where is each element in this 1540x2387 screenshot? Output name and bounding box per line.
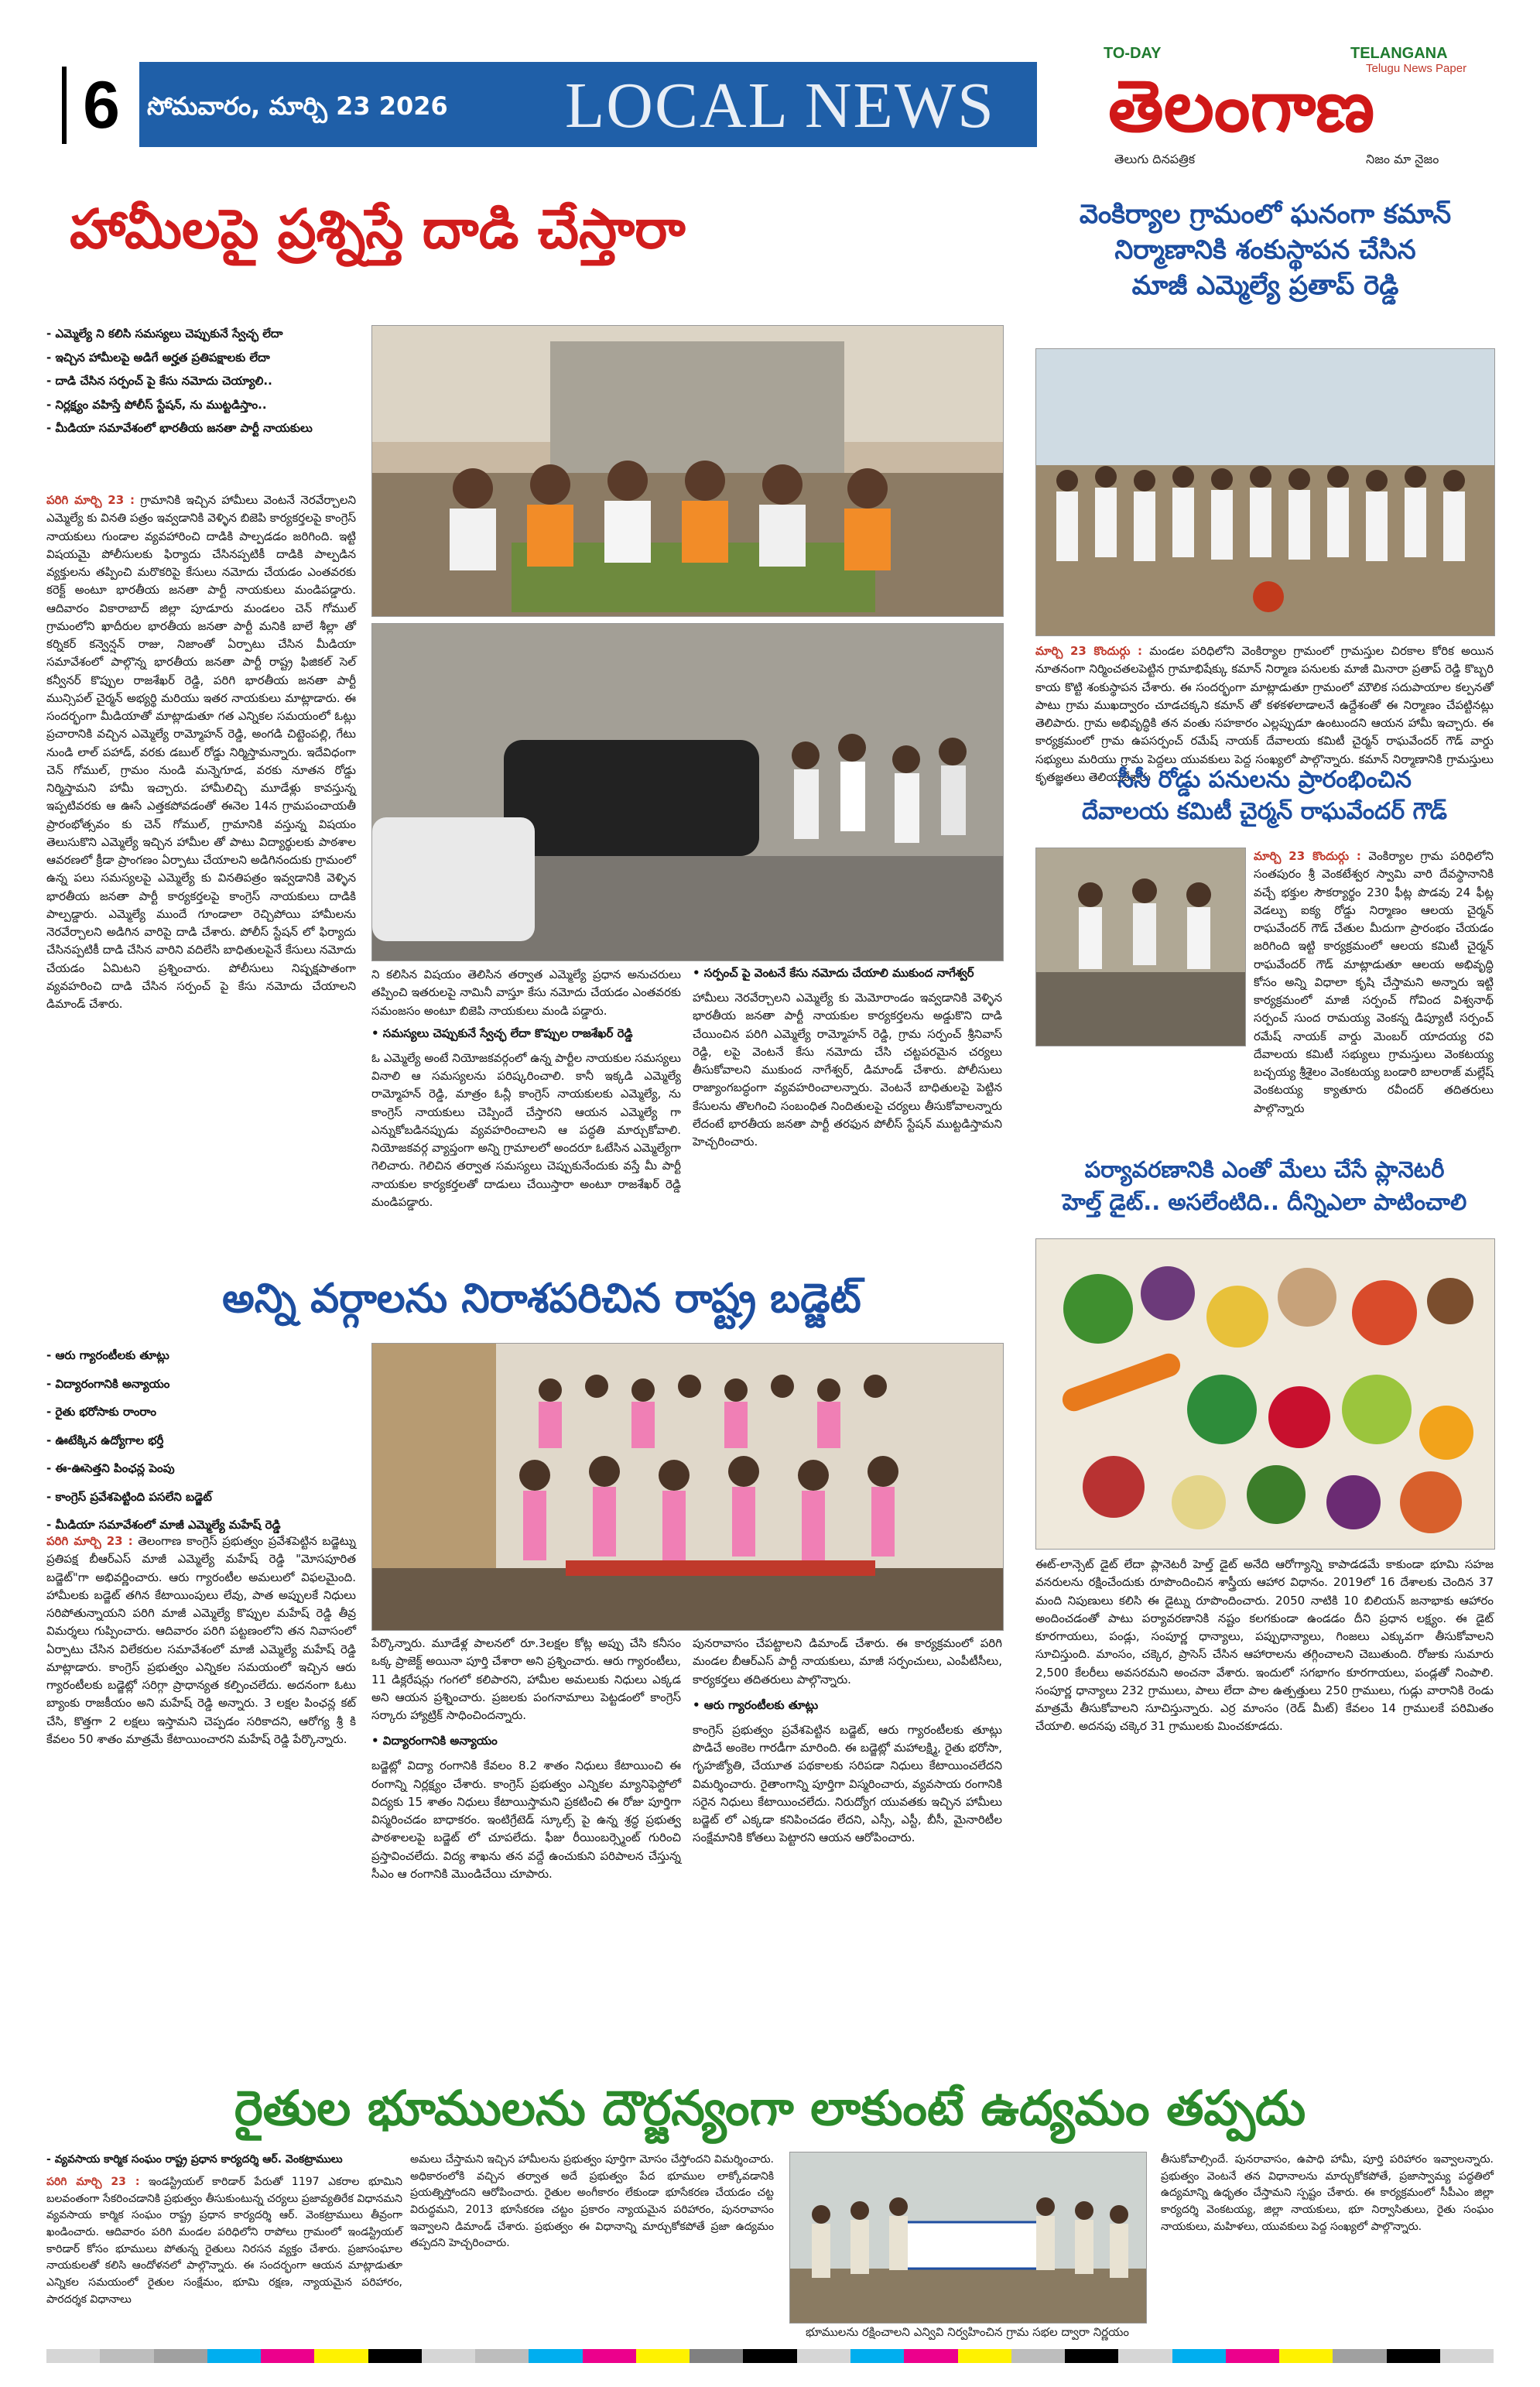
foundation-ceremony-photo (1035, 348, 1495, 636)
farmers-protest-illustration (790, 2152, 1146, 2323)
issue-date: సోమవారం, మార్చి 23 2026 (147, 91, 448, 121)
story3-body: వెంకిర్యాల గ్రామ పరిధిలోని సంతపురం శ్రీ వెంకటేశ్వర స్వామి వారి దేవస్థానానికి వచ్చే భక్తుల సౌకర్యార్థం 230 ఫీట్ల పొడవు 24 ఫీట్ల వెడల్పు ఐక్య రోడ్డు నిర్మాణం ఆలయ చైర్మన్ రాఘవేందర్ గౌడ్ చేతుల మీదుగా ప్రారంభం చేయడం జరిగింది ఇట్టి కార్యక్రమంలో ఆలయ కమిటీ చైర్మన్ రాఘవేందర్ గౌడ్ మాట్లాడుతూ ఆలయ అభివృద్ధి కోసం అన్ని విధాలా కృషి చేస్తామని అన్నారు ఇట్టి కార్యక్రమంలో మాజీ సర్పంచ్ గోవింద విశ్వనాథ్ సర్పంచ్ సుంద రామయ్య వెంకన్న డిప్యూటీ సర్పంచ్ రమేష్ నాయక్ వార్డు మెంబర్ యాదయ్య రవి దేవాలయ కమిటీ సభ్యులు గ్రామస్తులు వెంకటయ్య బచ్చయ్య శ్రీశైలం వెంకటయ్య బండారి బాలరాజ్ మల్లేష్ వెంకటయ్య క్యాతూరు రవీందర్ తదితరులు పాల్గొన్నారు (1254, 849, 1494, 1115)
story5-body: కాంగ్రెస్ ప్రభుత్వం ప్రవేశపెట్టిన బడ్జెట్, ఆరు గ్యారంటీలకు తూట్లు పొడిచే అంకెల గారడీగా మారింది. ఈ బడ్జెట్లో మహాలక్ష్మి, రైతు భరోసా, గృహజ్యోతి, చేయూత పథకాలకు సరిపడా నిధులు కేటాయించలేదని విమర్శించారు. రైతాంగాన్ని పూర్తిగా విస్మరించారు, వ్యవసాయ రంగానికి సరైన నిధులు కేటాయించలేదు. నిరుద్యోగ యువతకు ఇచ్చిన హామీలు బడ్జెట్ లో ఎక్కడా కనిపించడం లేదని, ఎస్సీ, ఎస్టీ, బీసీ, మైనారిటీల సంక్షేమానికి కోతలు పెట్టారని ఆయన ఆరోపించారు. (693, 1722, 1002, 1845)
story4-body-block (1035, 1556, 1494, 2051)
story1-column3 (693, 966, 1002, 1276)
scuffle-illustration (372, 624, 1003, 961)
story5-body-continued: పేర్కొన్నారు. మూడేళ్ల పాలనలో రూ.3లక్షల కోట్ల అప్పు చేసి కనీసం ఒక్క ప్రాజెక్ట్ అయినా పూర్తి చేశారా అని ప్రశ్నించారు. ఆరు గ్యారంటీలు, 11 డిక్లరేషన్లు గంగలో కలిపారని, హామీల అమలుకు నిధులు ఎక్కడ అని ఆయన ప్రశ్నించారు. ప్రజలకు పంగనామాలు పెట్టడంలో కాంగ్రెస్ సర్కారు హ్యాట్రిక్ సాధించిందన్నారు. (371, 1636, 681, 1722)
story4-headline (1035, 1153, 1494, 1218)
story1-column1 (46, 491, 356, 1250)
story1-bullet: - ఎమ్మెల్యే ని కలిసి సమస్యలు చెప్పుకునే స్వేచ్ఛ లేదా (46, 325, 356, 343)
story3-headline-line: దేవాలయ కమిటీ చైర్మన్ రాఘవేందర్ గౌడ్ (1082, 797, 1447, 825)
story6-column1 (46, 2152, 402, 2337)
story1-bullet: - మీడియా సమావేశంలో భారతీయ జనతా పార్టీ నాయకులు (46, 420, 356, 437)
story4-headline-line: హెల్త్ డైట్.. అసలేంటిది.. దీన్నిఎలా పాటించాలి (1062, 1189, 1467, 1216)
story2-body: మండల పరిధిలోని వెంకిర్యాల గ్రామంలో గ్రామస్తుల చిరకాల కోరిక అయిన నూతనంగా నిర్మించతలపెట్టిన గ్రామాభిషేక్కు కమాన్ నిర్మాణ పనులకు మాజీ మినారా ప్రతాప్ రెడ్డి కొబ్బరి కాయ కొట్టి శంకుస్థాపన చేశారు. ఈ సందర్భంగా మాట్లాడుతూ గ్రామంలో మౌలిక సదుపాయాల కల్పనతో పాటు గ్రామ ముఖద్వారం చూడచక్కని కమాన్ తో కళకళలాడాలనే ఉద్దేశంతో ఈ నిర్మాణం చేపట్టినట్లు తెలిపారు. గ్రామ అభివృద్ధికి తన వంతు సహకారం ఎల్లప్పుడూ ఉంటుందని ఆయన హామీ ఇచ్చారు. ఈ కార్యక్రమంలో గ్రామ ఉపసర్పంచ్ రమేష్ నాయక్ దేవాలయ కమిటీ చైర్మన్ రాఘవేందర్ గౌడ్ వార్డు సభ్యులు మరియు గ్రామ పెద్దలు యువకులు పెద్ద సంఖ్యలో పాల్గొన్నారు. కమాన్ నిర్మాణానికి గ్రామస్తులు కృతజ్ఞతలు తెలియజేశారు (1035, 644, 1494, 784)
story2-headline (1037, 197, 1494, 304)
logo-subtitle: Telugu News Paper (1366, 62, 1467, 75)
story5-bullet: - విద్యారంగానికి అన్యాయం (46, 1375, 356, 1393)
story2-headline-line: వెంకిర్యాల గ్రామంలో ఘనంగా కమాన్ (1079, 199, 1452, 230)
story5-bullet: - ఈ-ఊసెత్తని పింఛన్ల పెంపు (46, 1460, 356, 1478)
story6-body: ఇండస్ట్రియల్ కారిడార్ పేరుతో 1197 ఎకరాల భూమిని బలవంతంగా సేకరించడానికి ప్రభుత్వం తీసుకుంటున్న చర్యలు ప్రజావ్యతిరేక విధానమని వ్యవసాయ కార్మిక సంఘం రాష్ట్ర ప్రధాన కార్యదర్శి ఆర్. వెంకట్రాములు తీవ్రంగా ఖండించారు. ఆదివారం పరిగి మండల పరిధిలోని రాపోలు గ్రామంలో ఇండస్ట్రియల్ కారిడార్ కోసం భూములు పోతున్న రైతులు నిరసన వ్యక్తం చేశారు. ప్రజాసంఘాల నాయకులతో కలిసి ఆందోళనలో పాల్గొన్నారు. ఈ సందర్భంగా ఆయన మాట్లాడుతూ ఎన్నికల సమయంలో రైతుల సంక్షేమం, భూమి రక్షణ, న్యాయమైన పరిహారం, పారదర్శక విధానాలు (46, 2176, 402, 2306)
section-title: LOCAL NEWS (565, 70, 995, 142)
story1-highlights (46, 325, 356, 443)
story6-column2 (410, 2152, 774, 2337)
story5-body: బడ్జెట్లో విద్యా రంగానికి కేవలం 8.2 శాతం నిధులు కేటాయించి ఈ రంగాన్ని నిర్లక్ష్యం చేశారు. కాంగ్రెస్ ప్రభుత్వం ఎన్నికల మ్యానిఫెస్టోలో విద్యకు 15 శాతం నిధులు కేటాయిస్తామని ప్రకటించి ఈ రోజు పూర్తిగా విస్మరించడం బాధాకరం. ఇంటిగ్రేటెడ్ స్కూల్స్ పై ఉన్న శ్రద్ధ ప్రభుత్వ పాఠశాలలపై బడ్జెట్ లో చూపలేదు. ఫీజు రీయింబర్స్మెంట్ గురించి ప్రస్తావించలేదు. విద్య శాఖను తన వద్దే ఉంచుకుని పరిపాలన చేస్తున్న సీఎం ఆ రంగానికి మొండిచేయి చూపారు. (371, 1759, 681, 1881)
press-meet-illustration (372, 326, 1003, 616)
logo-left-tag: TO-DAY (1104, 45, 1162, 62)
vegetables-photo (1035, 1238, 1495, 1550)
story5-bullet: - ఊటేక్కిన ఉద్యోగాల భర్తీ (46, 1432, 356, 1450)
story1-dateline: పరిగి మార్చి 23 : (46, 493, 135, 507)
story5-bullet: - మీడియా సమావేశంలో మాజీ ఎమ్మెల్యే మహేష్ రెడ్డి (46, 1516, 356, 1534)
story6-column3 (1161, 2152, 1494, 2337)
story6-dateline: పరిగి మార్చి 23 : (46, 2176, 140, 2188)
story1-subhead: • సర్పంచ్ పై వెంటనే కేసు నమోదు చేయాలి ముకుంద నాగేశ్వర్ (693, 966, 974, 980)
story5-headline: అన్ని వర్గాలను నిరాశపరిచిన రాష్ట్ర బడ్జెట్ (222, 1276, 861, 1322)
story6-headline: రైతుల భూములను దౌర్జన్యంగా లాకుంటే ఉద్యమం తప్పదు (234, 2080, 1306, 2136)
story5-bullet: - ఆరు గ్యారంటీలకు తూట్లు (46, 1347, 356, 1365)
story3-headline-line: సీసీ రోడ్డు పనులను ప్రారంభించిన (1117, 766, 1412, 793)
logo-right-tag: TELANGANA (1350, 45, 1448, 62)
story1-bullet: - ఇచ్చిన హామీలపై అడిగే అర్హత ప్రతిపక్షాలకు లేదా (46, 349, 356, 367)
story1-subhead: • సమస్యలు చెప్పుకునే స్వేచ్ఛ లేదా కొప్పుల రాజశేఖర్ రెడ్డి (371, 1026, 633, 1040)
story6-body-continued: తీసుకోవాల్సిందే. పునరావాసం, ఉపాధి హామీ, పూర్తి పరిహారం ఇవ్వాలన్నారు. ప్రభుత్వం వెంటనే తన విధానాలను మార్చుకోకపోతే, ప్రజాస్వామ్య పద్ధతిలో ఉద్యమాన్ని ఉధృతం చేస్తామని స్పష్టం చేశారు. ఈ కార్యక్రమంలో సీపీఎం జిల్లా కార్యదర్శి వెంకటయ్య, జిల్లా నాయకులు, భూ నిర్వాసితులు, రైతు సంఘం నాయకులు, మహిళలు, యువకులు పెద్ద సంఖ్యలో పాల్గొన్నారు. (1161, 2153, 1494, 2233)
story5-column3 (693, 1635, 1002, 2060)
brs-press-meet-photo (371, 1343, 1004, 1631)
story5-subhead: • ఆరు గ్యారంటీలకు తూట్లు (693, 1697, 819, 1712)
story4-body: ఈట్-లాన్సెట్ డైట్ లేదా ప్లానెటరీ హెల్త్ డైట్ అనేది ఆరోగ్యాన్ని కాపాడడమే కాకుండా భూమి సహజ వనరులను రక్షించేందుకు రూపొందించిన శాస్త్రీయ ఆహార విధానం. 2019లో 16 దేశాలకు చెందిన 37 మంది నిపుణులు కలిసి ఈ డైట్ను రూపొందించారు. 2050 నాటికి 10 బిలియన్ జనాభాకు ఆహారం అందించడంతో పాటు పర్యావరణానికి నష్టం కలగకుండా ఉండడం దీని ప్రధాన లక్ష్యం. ఈ డైట్ కూరగాయలు, పండ్లు, సంపూర్ణ ధాన్యాలు, పప్పుధాన్యాలు, గింజలు ఎక్కువగా తీసుకోవాలని సూచిస్తుంది. మాంసం, చక్కెర, ప్రాసెస్ చేసిన ఆహారాలను తగ్గించాలని చెబుతుంది. రోజుకు సుమారు 2,500 కేలరీలు అవసరమని అంచనా వేశారు. ఇందులో సగభాగం కూరగాయలు, పండ్లతో నింపాలి. సంపూర్ణ ధాన్యాలు 232 గ్రాములు, పాలు లేదా పాల ఉత్పత్తులు 250 గ్రాములు, గుడ్లు వారానికి రెండు మాత్రమే తీసుకోవాలని సూచిస్తున్నారు. ఎర్ర మాంసం (రెడ్ మీట్) కేవలం 14 గ్రాములకే పరిమితం చేయాలి. అదనపు చక్కెర 31 గ్రాములకు మించకూడదు. (1035, 1557, 1494, 1734)
brs-press-meet-illustration (372, 1344, 1003, 1630)
story1-headline: హామీలపై ప్రశ్నిస్తే దాడి చేస్తారా (70, 197, 686, 261)
story5-highlights (46, 1347, 356, 1545)
farmers-protest-caption: భూములను రక్షించాలని ఎన్వివి నిర్వహించిన గ్రామ సభల ద్వారా నిర్ణయం (805, 2325, 1130, 2339)
story5-subhead: • విద్యారంగానికి అన్యాయం (371, 1734, 498, 1748)
story2-headline-line: మాజీ ఎమ్మెల్యే ప్రతాప్ రెడ్డి (1131, 269, 1399, 301)
story5-body-continued: పునరావాసం చేపట్టాలని డిమాండ్ చేశారు. ఈ కార్యక్రమంలో పరిగి మండల బీఆర్ఎస్ పార్టీ నాయకులు, మాజీ సర్పంచులు, ఎంపీటీసీలు, కార్యకర్తలు తదితరులు పాల్గొన్నారు. (693, 1636, 1002, 1687)
cc-road-illustration (1036, 848, 1245, 1046)
story3-dateline: మార్చి 23 కొందుర్గు : (1254, 849, 1361, 863)
story1-body: గ్రామానికి ఇచ్చిన హామీలు వెంటనే నెరవేర్చాలని ఎమ్మెల్యే కు వినతి పత్రం ఇవ్వడానికి వెళ్ళిన బిజెపి కార్యకర్తలపై కాంగ్రెస్ నాయకులు గుండాల వ్యవహారించి దాడికి పాల్పడడం జరిగింది. ఇట్టి విషయమై పోలీసులకు ఫిర్యాదు చేసినప్పటికీ దాడికి పాల్పడిన వ్యక్తులను తప్పించి మరొకరిపై కేసులు నమోదు చేయడం ఎంతవరకు కరెక్ట్ అంటూ భారతీయ జనతా పార్టీ నాయకులు మండిపడ్డారు. ఆదివారం వికారాబాద్ జిల్లా పూడూరు మండలం చెన్ గోముల్ గ్రామంలోని ఖాదీరుల భారతీయ జనతా పార్టీ మనికి బాలే శీల్లా తో కర్నికర్ కన్వెన్షన్ రాజు, నిజాంతో ఏర్పాటు చేసిన మీడియా సమావేశంలో పాల్గొన్న భారతీయ జనతా పార్టీ రాష్ట్ర ఫిజికల్ సెల్ కన్వీనర్ కొప్పుల రాజశేఖర్ రెడ్డి, పరిగి భారతీయ జనతా పార్టీ మున్సిపల్ చైర్మన్ అభ్యర్థి మరియు ఇతర నాయకులు మాట్లాడారు. ఈ సందర్భంగా మీడియాతో మాట్లాడుతూ గత ఎన్నికల సమయంలో ఓట్లు ప్రచారానికి వచ్చిన ఎమ్మెల్యే రామ్మోహన్ రెడ్డి, అంగడి చిట్టెంపల్లి, గేటు నుండి లాల్ పహాడ్, వరకు డబుల్ రోడ్డు నిర్మిస్తామన్నారు. ఇదేవిధంగా చెన్ గోముల్, గ్రామం నుండి మన్నెగూడ, వరకు నూతన రోడ్డు నిర్మిస్తామని హామీ ఇచ్చారు. హామీలిచ్చి మూడేళ్లు కావస్తున్న ఇప్పటివరకు ఆ ఊసే ఎత్తకపోవడంతో ఈనెల 14న గ్రామపంచాయతీ ప్రారంభోత్సవం కు చెన్ గోముల్, గ్రామానికి వస్తున్న విషయం తెలుసుకొని ఎమ్మెల్యే ఇచ్చిన హామీల తో పాటు విద్యార్థులకు పాఠశాల ఆవరణలో క్రీడా ప్రాంగణం ఏర్పాటు చేయాలని అడిగినందుకు గ్రామంలో ఉన్న పలు సమస్యలపై ఎమ్మెల్యే కు వినతిపత్రం ఇవ్వడానికి వెళ్ళిన భారతీయ జనతా పార్టీ కార్యకర్తలపై కాంగ్రెస్ నాయకులు దాడికి పాల్పడ్డారు. ఎమ్మెల్యే ముందే గూండాలా రెచ్చిపోయి హామీలను నెరవేర్చాలని అడిగిన వారిపై దాడి చేశారు. పోలీస్ స్టేషన్ లో ఫిర్యాదు చేసినప్పటికీ దాడి చేసిన వారిని వదిలేసి బాధితులపైనే కేసులు నమోదు చేయడం ఏమిటని ప్రశ్నించారు. పోలీసులు నిష్పక్షపాతంగా వ్యవహరించి దాడి చేసిన సర్పంచ్ పై కేసు నమోదు చేయాలని డిమాండ్ చేశారు. (46, 493, 356, 1011)
story5-dateline: పరిగి మార్చి 23 : (46, 1534, 133, 1548)
story1-body: ఓ ఎమ్మెల్యే అంటే నియోజకవర్గంలో ఉన్న పార్టీల నాయకుల సమస్యలు వినాలి ఆ సమస్యలను పరిష్కరించాలి. కానీ ఇక్కడి ఎమ్మెల్యే రామ్మోహన్ రెడ్డి, మాత్రం ఓన్లీ కాంగ్రెస్ నాయకులకు ఎమ్మెల్యే, ను కాంగ్రెస్ నాయకులు చెప్పిందే చేస్తారని ఆయన ఎమ్మెల్యే గా ఎన్నుకోబడినప్పుడు వ్యవహరించాలని ఆ పద్ధతి మార్చుకోవాలి. నియోజకవర్గ వ్యాప్తంగా అన్ని గ్రామాలలో అందరూ ఓటేసిన ఎమ్మెల్యేగా గెలిచారు. గెలిచిన తర్వాత సమస్యలు చెప్పుకునేందుకు వస్తే మీ పార్టీ నాయకుల కార్యకర్తలతో దాడులు చేయిస్తారా అంటూ రాజశేఖర్ రెడ్డి మండిపడ్డారు. (371, 1050, 681, 1209)
scuffle-photo (371, 623, 1004, 961)
print-registration-bar (46, 2349, 1494, 2363)
story1-body: హామీలు నెరవేర్చాలని ఎమ్మెల్యే కు మెమోరాండం ఇవ్వడానికి వెళ్ళిన భారతీయ జనతా పార్టీ నాయకుల కార్యకర్తలను అడ్డుకొని దాడి చేయించిన పరిగి ఎమ్మెల్యే రామ్మోహన్ రెడ్డి, గ్రామ సర్పంచ్ శ్రీనివాస్ రెడ్డి, లపై వెంటనే కేసు నమోదు చేసి చట్టపరమైన చర్యలు తీసుకోవాలని ముకుంద నాగేశ్వర్, డిమాండ్ చేశారు. పోలీసులు రాజ్యాంగబద్ధంగా వ్యవహరించాలన్నారు. వెంటనే బాధితులపై పెట్టిన కేసులను తొలగించి సంబంధిత నిందితులపై చర్యలు తీసుకోవాలన్నారు లేదంటే భారతీయ జనతా పార్టీ తరఫున పోలీస్ స్టేషన్ ముట్టడిస్తామని హెచ్చరించారు. (693, 991, 1002, 1149)
story2-dateline: మార్చి 23 కొందుర్గు : (1035, 644, 1143, 658)
story4-headline-line: పర్యావరణానికి ఎంతో మేలు చేసే ప్లానెటరీ (1084, 1156, 1445, 1183)
story5-bullet: - కాంగ్రెస్ ప్రవేశపెట్టింది పసలేని బడ్జెట్ (46, 1488, 356, 1506)
story1-bullet: - నిర్లక్ష్యం వహిస్తే పోలీస్ స్టేషన్, ను ముట్టడిస్తాం.. (46, 396, 356, 414)
story1-body-continued: ని కలిసిన విషయం తెలిసిన తర్వాత ఎమ్మెల్యే ప్రధాన అనుచరులు తప్పించి ఇతరులపై నామినీ వాస్తూ కేసు నమోదు చేయడం ఎంతవరకు సమంజసం అంటూ బిజెపి నాయకులు మండి పడ్డారు. (371, 967, 681, 1018)
story5-bullet: - రైతు భరోసాకు రాంరాం (46, 1403, 356, 1421)
story6-body-continued: అమలు చేస్తామని ఇచ్చిన హామీలను ప్రభుత్వం పూర్తిగా మోసం చేస్తోందని విమర్శించారు. అధికారంలోకి వచ్చిన తర్వాత అదే ప్రభుత్వం పేద భూముల లాక్కోవడానికి ప్రయత్నిస్తోందని ఆరోపించారు. రైతుల అంగీకారం లేకుండా భూసేకరణ చేయడం చట్ట విరుద్ధమని, 2013 భూసేకరణ చట్టం ప్రకారం న్యాయమైన పరిహారం, పునరావాసం ఇవ్వాలని డిమాండ్ చేశారు. ప్రభుత్వం ఈ విధానాన్ని మార్చుకోకపోతే ప్రజా ఉద్యమం తప్పదని హెచ్చరించారు. (410, 2153, 774, 2250)
story3-column1 (1254, 848, 1494, 1115)
story1-column2 (371, 966, 681, 1276)
story6-bullet: - వ్యవసాయ కార్మిక సంఘం రాష్ట్ర ప్రధాన కార్యదర్శి ఆర్. వెంకట్రాములు (46, 2152, 402, 2168)
logo-tagline-left: తెలుగు దినపత్రిక (1114, 152, 1196, 166)
cc-road-photo (1035, 848, 1246, 1046)
vegetables-illustration (1036, 1239, 1494, 1549)
story5-column1 (46, 1533, 356, 2059)
bjp-press-meet-photo (371, 325, 1004, 617)
story5-body: తెలంగాణ కాంగ్రెస్ ప్రభుత్వం ప్రవేశపెట్టిన బడ్జెట్ను ప్రతిపక్ష బీఆర్ఎస్ మాజీ ఎమ్మెల్యే మహేష్ రెడ్డి "మోసపూరిత బడ్జెట్"గా అభివర్ణించారు. ఆరు గ్యారంటీల అమలులో విఫలమైంది. హామీలకు బడ్జెట్ తగిన కేటాయింపులు లేవు, పాత అప్పులకే నిధులు సరిపోతున్నాయని పరిగి మాజీ ఎమ్మెల్యే కొప్పుల మహేష్ రెడ్డి తీవ్ర విమర్శలు గుప్పించారు. ఆదివారం పరిగి పట్టణంలోని తన నివాసంలో ఏర్పాటు చేసిన విలేకరుల సమావేశంలో మాజీ ఎమ్మెల్యే మహేష్ రెడ్డి మాట్లాడారు. కాంగ్రెస్ ప్రభుత్వం ఎన్నికల సమయంలో ఇచ్చిన ఆరు గ్యారంటీలకు బడ్జెట్లో సరిగ్గా ప్రాధాన్యత కల్పించలేదు. అదనంగా ఓటు బ్యాంకు రాజకీయం అని మహేష్ రెడ్డి అన్నారు. 3 లక్షల పింఛన్ల కట్ చేసి, కొత్తగా 2 లక్షలు ఇస్తామని చెప్పడం సరికాదని, ఆరోగ్య శ్రీ కి కేవలం 50 శాతం మాత్రమే కేటాయించారని మహేష్ రెడ్డి పేర్కొన్నారు. (46, 1534, 356, 1746)
foundation-ceremony-illustration (1036, 349, 1494, 635)
farmers-protest-photo (789, 2152, 1147, 2324)
story2-headline-line: నిర్మాణానికి శంకుస్థాపన చేసిన (1114, 234, 1416, 265)
story5-column2 (371, 1635, 681, 2060)
story3-headline (1035, 765, 1494, 827)
page-number: 6 (62, 67, 136, 144)
masthead-logo: తెలంగాణ (1108, 65, 1375, 148)
story1-bullet: - దాడి చేసిన సర్పంచ్ పై కేసు నమోదు చెయ్యాలి.. (46, 372, 356, 390)
logo-tagline-right: నిజం మా నైజం (1366, 152, 1439, 166)
